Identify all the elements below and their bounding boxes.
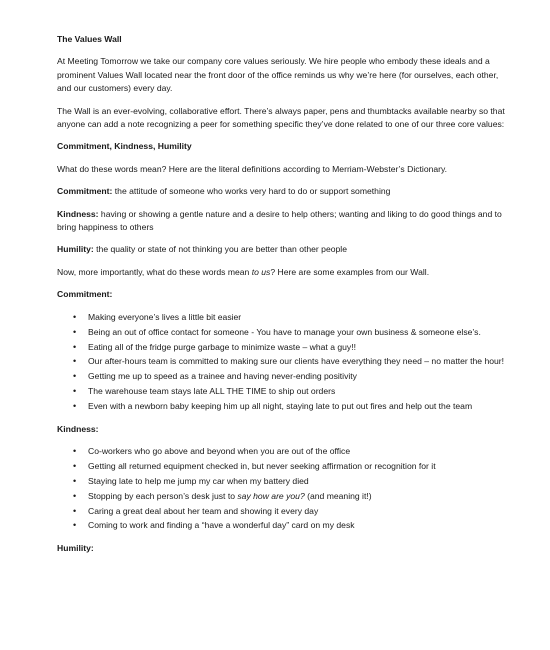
examples-intro-emphasis: to us [251,266,271,277]
list-item-text: Eating all of the fridge purge garbage to minimize waste – what a guy!! [88,341,356,352]
bullet-icon: • [73,356,77,367]
wall-paragraph: The Wall is an ever-evolving, collaborative effort. There’s always paper, pens and thumbtacks available nearby so that anyone can add a note recognizing a peer for something specific they’ve done related to one of our three core values: [57,105,505,130]
list-item-text: The warehouse team stays late ALL THE TIME to ship out orders [88,386,336,397]
list-item-text: Staying late to help me jump my car when my battery died [88,475,309,486]
list-item [73,460,512,473]
list-item-text: Getting me up to speed as a trainee and having never-ending positivity [88,371,357,382]
bullet-icon: • [73,326,77,337]
bullet-icon: • [73,490,77,501]
definition-term: Humility: [57,244,94,255]
bullet-icon: • [73,341,77,352]
list-item-text: Being an out of office contact for someone - You have to manage your own business & someone else’s. [88,326,481,337]
list-item [73,475,512,488]
intro-paragraph: At Meeting Tomorrow we take our company core values seriously. We hire people who embody these ideals and a prominent Values Wall located near the front door of the office reminds us why we’re here (for ourselves, each other, and our customers) every day. [57,56,499,94]
list-item-text: Caring a great deal about her team and showing it every day [88,505,319,516]
commitment-list [57,311,512,414]
bullet-icon: • [73,386,77,397]
definitions-intro: What do these words mean? Here are the literal definitions according to Merriam-Webster’s Dictionary. [57,163,448,174]
bullet-icon: • [73,401,77,412]
definition-term: Commitment: [57,186,113,197]
bullet-icon: • [73,520,77,531]
values-heading: Commitment, Kindness, Humility [57,141,192,152]
list-item [73,326,512,339]
list-item-text: Co-workers who go above and beyond when you are out of the office [88,445,351,456]
list-item-text: Coming to work and finding a “have a wonderful day” card on my desk [88,520,355,531]
humility-heading: Humility: [57,542,94,553]
list-item-text: Stopping by each person’s desk just to [88,490,238,501]
list-item-text-end: (and meaning it!) [304,490,372,501]
list-item-text: Our after-hours team is committed to making sure our clients have everything they need – no matter the hour! [88,356,505,367]
bullet-icon: • [73,460,77,471]
commitment-heading: Commitment: [57,289,113,300]
examples-intro [57,266,512,279]
bullet-icon: • [73,505,77,516]
list-item [73,341,512,354]
definition-humility [57,243,512,256]
list-item [73,370,512,383]
document-title: The Values Wall [57,34,122,44]
kindness-heading: Kindness: [57,423,99,434]
list-item-emphasis: say how are you? [237,490,305,501]
list-item-text: Making everyone’s lives a little bit easier [88,311,242,322]
bullet-icon: • [73,445,77,456]
list-item-text: Getting all returned equipment checked in, but never seeking affirmation or recognition for it [88,460,436,471]
definition-text: the quality or state of not thinking you are better than other people [93,244,347,255]
list-item [73,311,512,324]
list-item [73,445,512,458]
bullet-icon: • [73,311,77,322]
definition-text: the attitude of someone who works very hard to do or support something [112,186,391,197]
list-item [73,490,512,503]
bullet-icon: • [73,475,77,486]
definition-text: having or showing a gentle nature and a desire to help others; wanting and liking to do good things and to bring happiness to others [57,208,502,233]
list-item [73,355,512,368]
kindness-list [57,445,512,533]
examples-intro-text-end: ? Here are some examples from our Wall. [270,266,430,277]
examples-intro-text: Now, more importantly, what do these words mean [57,266,252,277]
list-item [73,400,512,413]
list-item [73,519,512,532]
bullet-icon: • [73,371,77,382]
list-item [73,385,512,398]
list-item [73,505,512,518]
list-item-text: Even with a newborn baby keeping him up all night, staying late to put out fires and help out the team [88,401,473,412]
definition-kindness [57,208,512,235]
definition-commitment [57,185,512,198]
definition-term: Kindness: [57,208,99,219]
